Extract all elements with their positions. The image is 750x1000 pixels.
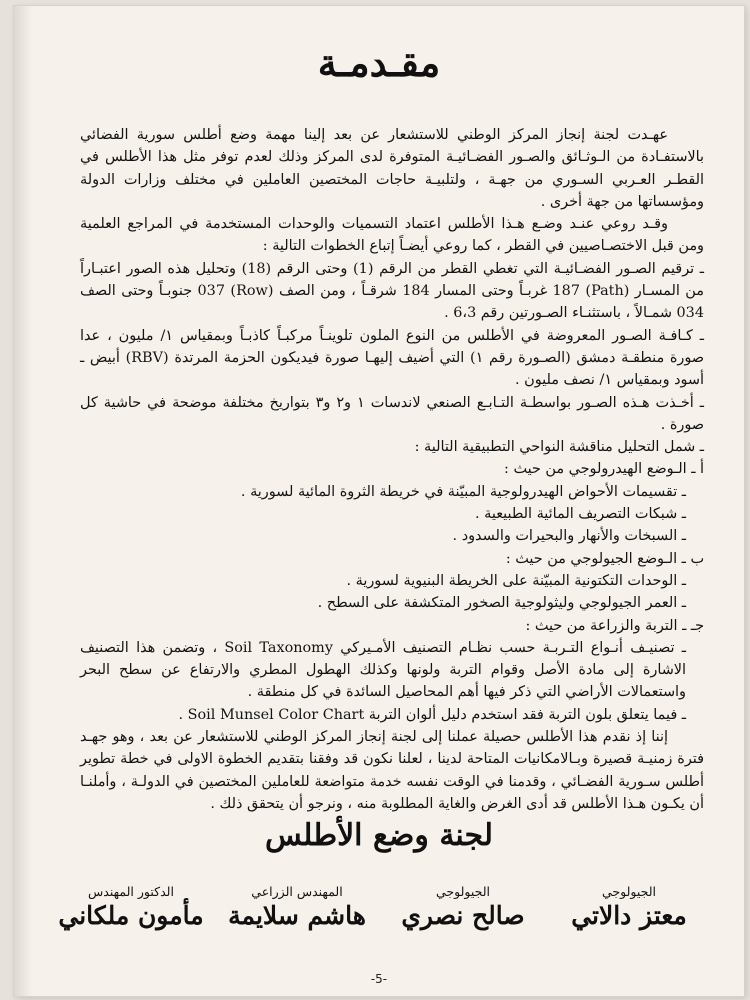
page-title: مقـدمـة — [317, 40, 441, 85]
paragraph: ـ العمر الجيولوجي وليثولوجية الصخور المتكشفة على السطح . — [317, 595, 686, 612]
paragraph: جـ ـ التربة والزراعة من حيث : — [525, 617, 704, 634]
signature-name: هاشم سلايمة — [228, 901, 366, 930]
signature-block — [46, 884, 216, 930]
signature-role: الجيولوجي — [436, 884, 490, 899]
signature-role: الجيولوجي — [602, 884, 656, 899]
paragraph: ـ الوحدات التكتونية المبيّنة على الخريطة البنيوية لسورية . — [346, 572, 686, 589]
paragraph: ـ تصنيـف أنـواع التـربـة حسب نظـام التصنيف الأمـيركي Soil Taxonomy ، وتضمن هذا التصنيف الاشارة إلى مادة الأصل وقوام التربة ولونها وكذلك الهطول المطري والارتفاع عن سطح البحر واستعمالات الأراضي التي ذكر فيها أهم المحاصيل السائدة في كل منطقة . — [80, 639, 686, 701]
signature-name: صالح نصري — [401, 901, 525, 930]
body-text — [80, 124, 704, 815]
committee-heading: لجنة وضع الأطلس — [265, 818, 493, 853]
document-page — [14, 6, 744, 996]
paragraph: ـ شبكات التصريف المائية الطبيعية . — [474, 506, 686, 523]
signature-role: الدكتور المهندس — [88, 884, 174, 899]
paragraph: ـ شمل التحليل مناقشة النواحي التطبيقية التالية : — [414, 439, 704, 456]
paragraph: ـ السبخات والأنهار والبحيرات والسدود . — [452, 528, 686, 545]
paragraph: عهـدت لجنة إنجاز المركز الوطني للاستشعار عن بعد إلينا مهمة وضع أطلس سورية الفضائي بالاستفـادة من الـوثـائق والصـور الفضـائيـة المتوفرة لدى المركز وذلك لعدم توفر مثل هذا الأطلس في القطـر العـربي السـوري من جهـة ، ولتلبيـة حاجات المختصين العاملين في مختلف وزارات الدولة ومؤسساتها من جهة أخرى . — [80, 127, 704, 210]
signature-name: مأمون ملكاني — [58, 901, 204, 930]
paragraph: ـ أخـذت هـذه الصـور بواسطـة التـابـع الصنعي لاندسات ١ و٢ و٣ بتواريخ مختلفة موضحة في حاشية كل صورة . — [80, 394, 704, 433]
paragraph: ب ـ الـوضع الجيولوجي من حيث : — [505, 550, 704, 567]
signature-role: المهندس الزراعي — [251, 884, 343, 899]
paragraph: وقـد روعي عنـد وضـع هـذا الأطلس اعتماد التسميات والوحدات المستخدمة في المراجع العلمية ومن قبل الاختصـاصيين في القطر ، كما روعي أيضـاً إتباع الخطوات التالية : — [80, 216, 704, 255]
paragraph: ـ فيما يتعلق بلون التربة فقد استخدم دليل ألوان التربة Soil Munsel Color Chart . — [178, 706, 686, 723]
paragraph: أ ـ الـوضع الهيدرولوجي من حيث : — [504, 461, 704, 478]
paragraph: ـ ترقيم الصـور الفضـائيـة التي تغطي القطر من الرقم (1) وحتى الرقم (18) وتحليل هذه الصور اعتبـاراً من المسـار (Path) 187 غربـاً وحتى المسار 184 شرقـاً ، ومن الصف (Row) 037 جنوبـاً وحتى الصف 034 شمـالاً ، باستثنـاء الصـورتين رقم 6،3 . — [80, 260, 704, 322]
page-number: -5- — [370, 972, 388, 986]
paragraph: ـ كـافـة الصـور المعروضة في الأطلس من النوع الملون تلوينـاً مركبـاً كاذبـاً وبمقياس ١/ مليون ، عدا صورة منطقـة دمشق (الصـورة رقم ١) التي أضيف إليهـا صورة فيديكون الحزمة المرتدة (RBV) أبيض ـ أسود وبمقياس ١/ نصف مليون . — [80, 327, 704, 389]
signature-block — [212, 884, 382, 930]
signature-block — [378, 884, 548, 930]
paragraph: ـ تقسيمات الأحواض الهيدرولوجية المبيّنة في خريطة الثروة المائية لسورية . — [240, 483, 686, 500]
signature-block — [544, 884, 714, 930]
paragraph: إننا إذ نقدم هذا الأطلس حصيلة عملنا إلى لجنة إنجاز المركز الوطني للاستشعار عن بعد ، وهو جهـد فترة زمنيـة قصيرة وبـالامكانيات المتاحة لدينا ، لعلنا نكون قد وفقنا بتقديم الخطوة الاولى في خطة تطوير أطلس سـورية الفضـائي ، وقدمنا في الوقت نفسه خدمة متواضعة للعاملين المختصين في الدولـة ، وأملنـا أن يكـون هـذا الأطلس قد أدى الغرض والغاية المطلوبة منه ، ونرجو أن يتحقق ذلك . — [80, 729, 704, 812]
signature-name: معتز دالاتي — [571, 901, 687, 930]
